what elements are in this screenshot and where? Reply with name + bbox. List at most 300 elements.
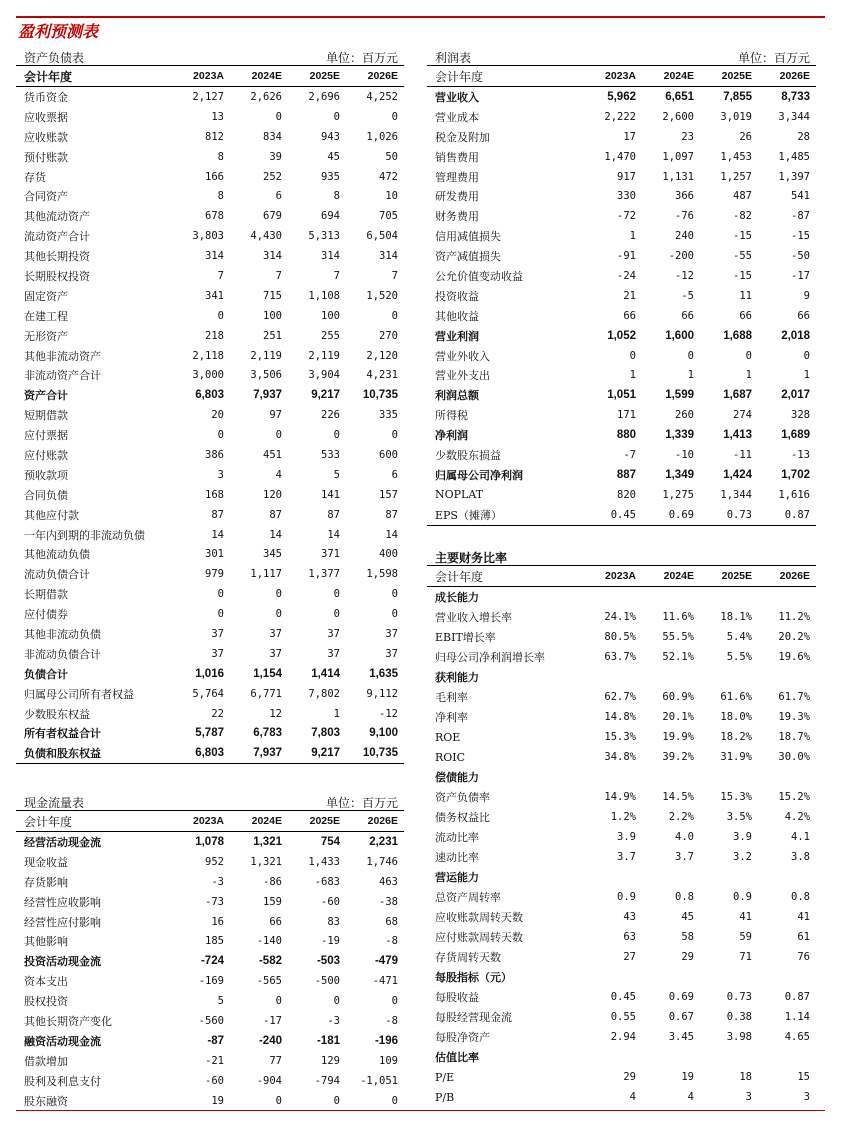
row-value: 3.98 (726, 1031, 752, 1043)
row-label: ROE (435, 730, 461, 744)
table-row (427, 707, 816, 727)
row-label: 股利及利息支付 (24, 1074, 101, 1088)
row-label: 其他应付款 (24, 508, 79, 522)
section-heading (427, 667, 816, 687)
row-value: 14.9% (604, 791, 636, 803)
row-value: 2.2% (668, 811, 694, 823)
row-label: 融资活动现金流 (24, 1034, 101, 1048)
row-value: -11 (733, 448, 752, 461)
page-title: 盈利预测表 (18, 22, 99, 41)
table-row (16, 266, 404, 286)
row-value: 68 (385, 915, 398, 928)
row-value: 2,231 (369, 835, 398, 848)
row-value: 386 (205, 448, 224, 461)
row-value: 1 (745, 369, 752, 382)
row-value: 6,803 (195, 389, 224, 402)
row-value: 5.4% (726, 631, 752, 643)
row-value: 185 (205, 935, 224, 948)
table-row (16, 1011, 404, 1031)
row-value: 3 (745, 1091, 752, 1103)
row-value: 8 (333, 190, 340, 203)
balance-sheet-header (16, 66, 404, 87)
row-value: 18.7% (778, 731, 810, 743)
ratios-title: 主要财务比率 (435, 551, 508, 565)
row-label: EPS（摊薄） (435, 508, 502, 522)
row-value: 7,803 (311, 727, 340, 740)
table-row (427, 405, 816, 425)
table-row (16, 644, 404, 664)
row-value: 226 (321, 409, 340, 422)
row-value: 0 (333, 1094, 340, 1107)
row-value: 55.5% (662, 631, 694, 643)
balance-sheet-unit: 单位：百万元 (325, 51, 398, 65)
row-value: 29 (623, 1071, 636, 1083)
row-value: 97 (269, 409, 282, 422)
row-value: 3.9 (733, 831, 752, 843)
row-value: 0 (333, 110, 340, 123)
row-value: -72 (617, 210, 636, 223)
row-value: 314 (263, 250, 282, 263)
table-row (16, 505, 404, 525)
section-heading (427, 767, 816, 787)
row-value: 1,424 (723, 468, 752, 481)
header-col: 2025E (721, 570, 752, 582)
row-value: 1,397 (778, 170, 810, 183)
table-row (427, 1067, 816, 1087)
row-value: 0 (217, 608, 224, 621)
row-value: -196 (374, 1034, 398, 1047)
row-value: -17 (263, 1014, 282, 1027)
row-label: 每股指标（元） (435, 971, 512, 984)
row-value: 0 (629, 349, 636, 362)
row-value: 0 (687, 349, 694, 362)
header-col: 2025E (309, 815, 340, 827)
row-value: 0 (803, 349, 810, 362)
row-value: 100 (263, 309, 282, 322)
header-col: 2023A (605, 570, 636, 582)
row-value: -86 (263, 875, 282, 888)
row-label: 资产合计 (24, 389, 68, 403)
section-heading (427, 867, 816, 887)
row-value: 1,117 (250, 568, 282, 581)
row-value: -15 (733, 269, 752, 282)
row-label: 利润总额 (435, 389, 479, 403)
row-value: 0.69 (668, 508, 694, 521)
row-value: -50 (791, 250, 810, 263)
table-row (16, 385, 404, 405)
row-value: 4.0 (675, 831, 694, 843)
table-row (16, 365, 404, 385)
row-value: 0 (275, 1094, 282, 1107)
table-row (16, 167, 404, 187)
section-heading (427, 1047, 816, 1067)
table-row (16, 226, 404, 246)
row-value: 37 (327, 647, 340, 660)
row-value: 2,127 (192, 90, 224, 103)
row-value: 16 (211, 915, 224, 928)
row-value: 880 (616, 429, 636, 442)
row-value: 330 (617, 190, 636, 203)
row-label: 总资产周转率 (435, 891, 501, 904)
row-value: -12 (379, 707, 398, 720)
table-row (16, 485, 404, 505)
row-value: 3.7 (617, 851, 636, 863)
row-value: 0 (275, 110, 282, 123)
row-value: 0 (391, 110, 398, 123)
row-label: 财务费用 (435, 210, 479, 224)
table-row (16, 743, 404, 763)
row-value: -24 (617, 269, 636, 282)
table-row (427, 167, 816, 187)
row-value: -3 (327, 1014, 340, 1027)
row-label: 存货周转天数 (435, 951, 501, 964)
row-value: 6,504 (366, 230, 398, 243)
row-value: 3.9 (617, 831, 636, 843)
row-value: 463 (379, 875, 398, 888)
row-value: -19 (321, 935, 340, 948)
row-value: 1,052 (607, 329, 636, 342)
row-value: 1,600 (665, 329, 694, 342)
row-value: 61 (797, 931, 810, 943)
table-row (427, 947, 816, 967)
header-col: 2024E (663, 70, 694, 82)
row-value: 18 (739, 1071, 752, 1083)
header-col: 2024E (251, 815, 282, 827)
table-row (16, 346, 404, 366)
cash-flow-header (16, 811, 404, 832)
row-label: 研发费用 (435, 190, 479, 204)
row-label: 经营性应付影响 (24, 915, 101, 929)
row-label: 其他收益 (435, 309, 479, 323)
row-value: 678 (205, 210, 224, 223)
table-row (16, 664, 404, 684)
income-statement-header (427, 66, 816, 87)
row-label: 预付账款 (24, 150, 68, 164)
row-label: 股东融资 (24, 1094, 68, 1108)
row-value: 943 (321, 130, 340, 143)
table-row (16, 246, 404, 266)
row-value: 1,026 (366, 130, 398, 143)
row-value: 61.6% (720, 691, 752, 703)
row-value: 5,764 (192, 687, 224, 700)
income-statement-title: 利润表 (435, 51, 472, 65)
table-row (427, 226, 816, 246)
row-value: 979 (205, 568, 224, 581)
row-value: 7 (275, 269, 282, 282)
row-value: 1 (687, 369, 694, 382)
row-value: 0.55 (610, 1011, 636, 1023)
row-value: 1 (629, 230, 636, 243)
balance-sheet-rows (16, 87, 404, 764)
row-label: 非流动负债合计 (24, 647, 101, 661)
row-label: 在建工程 (24, 309, 68, 323)
row-value: 120 (263, 488, 282, 501)
table-row (427, 445, 816, 465)
row-value: -724 (200, 955, 224, 968)
row-value: 917 (617, 170, 636, 183)
row-value: 7,855 (723, 90, 752, 103)
section-heading (427, 967, 816, 987)
row-value: 451 (263, 448, 282, 461)
row-value: 1,339 (665, 429, 694, 442)
row-value: 18.1% (720, 611, 752, 623)
row-value: 2,018 (781, 329, 810, 342)
row-value: 2,222 (604, 110, 636, 123)
row-value: 13 (211, 110, 224, 123)
row-value: 3 (803, 1091, 810, 1103)
row-value: 83 (327, 915, 340, 928)
row-value: 1,154 (253, 667, 282, 680)
row-value: 0 (391, 608, 398, 621)
ratios-rows (427, 587, 816, 1107)
row-value: 28 (797, 130, 810, 143)
row-value: 141 (321, 488, 340, 501)
row-value: 6,783 (253, 727, 282, 740)
row-value: 5 (333, 468, 340, 481)
table-row (427, 206, 816, 226)
row-label: 货币资金 (24, 90, 68, 104)
row-value: 1,687 (723, 389, 752, 402)
table-row (16, 724, 404, 744)
row-value: 1,413 (723, 429, 752, 442)
row-value: 1 (803, 369, 810, 382)
row-value: 52.1% (662, 651, 694, 663)
cash-flow-panel (16, 790, 404, 1110)
row-value: 39.2% (662, 751, 694, 763)
header-col: 2026E (367, 70, 398, 82)
row-value: 0 (391, 309, 398, 322)
row-value: 87 (269, 508, 282, 521)
row-value: 2,119 (308, 349, 340, 362)
row-value: 80.5% (604, 631, 636, 643)
row-value: 274 (733, 409, 752, 422)
row-value: 952 (205, 855, 224, 868)
row-value: 533 (321, 448, 340, 461)
row-value: 1,414 (311, 667, 340, 680)
row-value: 14 (385, 528, 398, 541)
table-row (427, 987, 816, 1007)
row-label: 其他非流动负债 (24, 627, 101, 641)
table-row (427, 505, 816, 525)
row-value: 37 (211, 647, 224, 660)
row-label: 经营性应收影响 (24, 895, 101, 909)
row-label: 速动比率 (435, 851, 479, 864)
ratios-header (427, 566, 816, 587)
row-value: 19 (211, 1094, 224, 1107)
row-value: -683 (314, 875, 340, 888)
row-label: 流动负债合计 (24, 568, 90, 582)
row-value: 251 (263, 329, 282, 342)
row-value: 4.2% (784, 811, 810, 823)
table-row (16, 405, 404, 425)
row-value: 66 (681, 309, 694, 322)
row-label: 信用减值损失 (435, 230, 501, 244)
row-value: 157 (379, 488, 398, 501)
row-value: 11.2% (778, 611, 810, 623)
row-label: 短期借款 (24, 409, 68, 423)
table-row (16, 951, 404, 971)
row-value: 705 (379, 210, 398, 223)
row-value: 15.3% (720, 791, 752, 803)
row-value: 1,746 (366, 855, 398, 868)
table-row (16, 147, 404, 167)
row-value: 8 (217, 190, 224, 203)
row-label: 应付债券 (24, 608, 68, 622)
row-value: 109 (379, 1054, 398, 1067)
row-value: 812 (205, 130, 224, 143)
row-value: 5 (217, 995, 224, 1008)
row-label: 营业收入增长率 (435, 611, 512, 624)
row-label: 现金收益 (24, 855, 68, 869)
row-label: 估值比率 (435, 1051, 479, 1064)
header-label: 会计年度 (24, 69, 73, 84)
table-row (16, 107, 404, 127)
row-value: 87 (211, 508, 224, 521)
table-row (427, 147, 816, 167)
income-statement-panel (427, 45, 816, 526)
row-value: 0 (333, 588, 340, 601)
row-value: 10 (385, 190, 398, 203)
header-col: 2026E (779, 570, 810, 582)
row-label: 少数股东损益 (435, 448, 501, 462)
row-value: 14.5% (662, 791, 694, 803)
row-value: -15 (733, 230, 752, 243)
row-value: 59 (739, 931, 752, 943)
table-row (16, 1051, 404, 1071)
row-value: 14 (327, 528, 340, 541)
row-value: 50 (385, 150, 398, 163)
table-row (16, 286, 404, 306)
row-value: 3,803 (192, 230, 224, 243)
row-value: 41 (739, 911, 752, 923)
row-value: 887 (616, 468, 636, 481)
table-row (16, 892, 404, 912)
row-value: 23 (681, 130, 694, 143)
row-label: 营运能力 (435, 871, 479, 884)
row-label: 所有者权益合计 (24, 727, 101, 741)
row-value: 3,904 (308, 369, 340, 382)
row-value: 45 (327, 150, 340, 163)
table-row (16, 931, 404, 951)
row-value: -60 (205, 1074, 224, 1087)
row-value: 24.1% (604, 611, 636, 623)
row-value: 1,702 (781, 468, 810, 481)
row-label: NOPLAT (435, 488, 484, 502)
row-value: -73 (205, 895, 224, 908)
row-value: 7,937 (253, 747, 282, 760)
table-row (427, 425, 816, 445)
row-value: 37 (211, 627, 224, 640)
table-row (427, 647, 816, 667)
table-row (16, 684, 404, 704)
row-value: 14 (269, 528, 282, 541)
table-row (427, 465, 816, 485)
table-row (427, 727, 816, 747)
row-value: 9,217 (311, 747, 340, 760)
row-value: -38 (379, 895, 398, 908)
row-value: 18.2% (720, 731, 752, 743)
row-value: 2,696 (308, 90, 340, 103)
row-value: 754 (320, 835, 340, 848)
row-value: 129 (321, 1054, 340, 1067)
row-label: 投资收益 (435, 289, 479, 303)
row-value: 8,733 (781, 90, 810, 103)
table-row (427, 827, 816, 847)
row-value: 63.7% (604, 651, 636, 663)
table-row (16, 991, 404, 1011)
row-value: 260 (675, 409, 694, 422)
table-row (427, 107, 816, 127)
row-label: 营业收入 (435, 90, 479, 104)
table-row (16, 186, 404, 206)
row-label: 营业外支出 (435, 369, 490, 383)
row-label: 投资活动现金流 (24, 955, 101, 969)
row-value: 66 (797, 309, 810, 322)
row-value: 335 (379, 409, 398, 422)
row-value: 5,313 (308, 230, 340, 243)
row-label: EBIT增长率 (435, 631, 496, 644)
table-row (16, 525, 404, 545)
row-label: 成长能力 (435, 591, 479, 604)
table-row (427, 485, 816, 505)
row-value: 4,231 (366, 369, 398, 382)
row-value: -565 (256, 975, 282, 988)
table-row (427, 1027, 816, 1047)
row-value: 9,217 (311, 389, 340, 402)
row-label: 销售费用 (435, 150, 479, 164)
row-label: 经营活动现金流 (24, 835, 101, 849)
row-value: 3.8 (791, 851, 810, 863)
table-row (427, 747, 816, 767)
row-value: 218 (205, 329, 224, 342)
row-value: 171 (617, 409, 636, 422)
header-label: 会计年度 (24, 814, 73, 829)
row-value: 1,344 (720, 488, 752, 501)
table-row (427, 927, 816, 947)
row-value: 0.8 (675, 891, 694, 903)
row-value: 400 (379, 548, 398, 561)
row-value: 0.69 (668, 991, 694, 1003)
table-row (427, 1087, 816, 1107)
row-value: 31.9% (720, 751, 752, 763)
row-label: 税金及附加 (435, 130, 490, 144)
row-value: -8 (385, 1014, 398, 1027)
row-label: 其他影响 (24, 935, 68, 949)
table-row (16, 1031, 404, 1051)
row-value: 0.87 (784, 508, 810, 521)
row-value: 1,078 (195, 835, 224, 848)
row-value: 0.38 (726, 1011, 752, 1023)
table-row (427, 847, 816, 867)
row-value: 820 (617, 488, 636, 501)
row-value: -503 (316, 955, 340, 968)
row-value: 37 (327, 627, 340, 640)
row-value: 1,485 (778, 150, 810, 163)
row-value: 0 (333, 429, 340, 442)
row-value: 2,626 (250, 90, 282, 103)
row-label: 营业外收入 (435, 349, 490, 363)
row-value: -17 (791, 269, 810, 282)
row-value: 4 (629, 1091, 636, 1103)
row-value: 0 (391, 588, 398, 601)
row-value: 60.9% (662, 691, 694, 703)
table-row (16, 872, 404, 892)
row-value: -7 (623, 448, 636, 461)
table-row (427, 306, 816, 326)
bottom-rule (16, 1110, 825, 1111)
row-value: 0 (217, 588, 224, 601)
row-value: 87 (385, 508, 398, 521)
